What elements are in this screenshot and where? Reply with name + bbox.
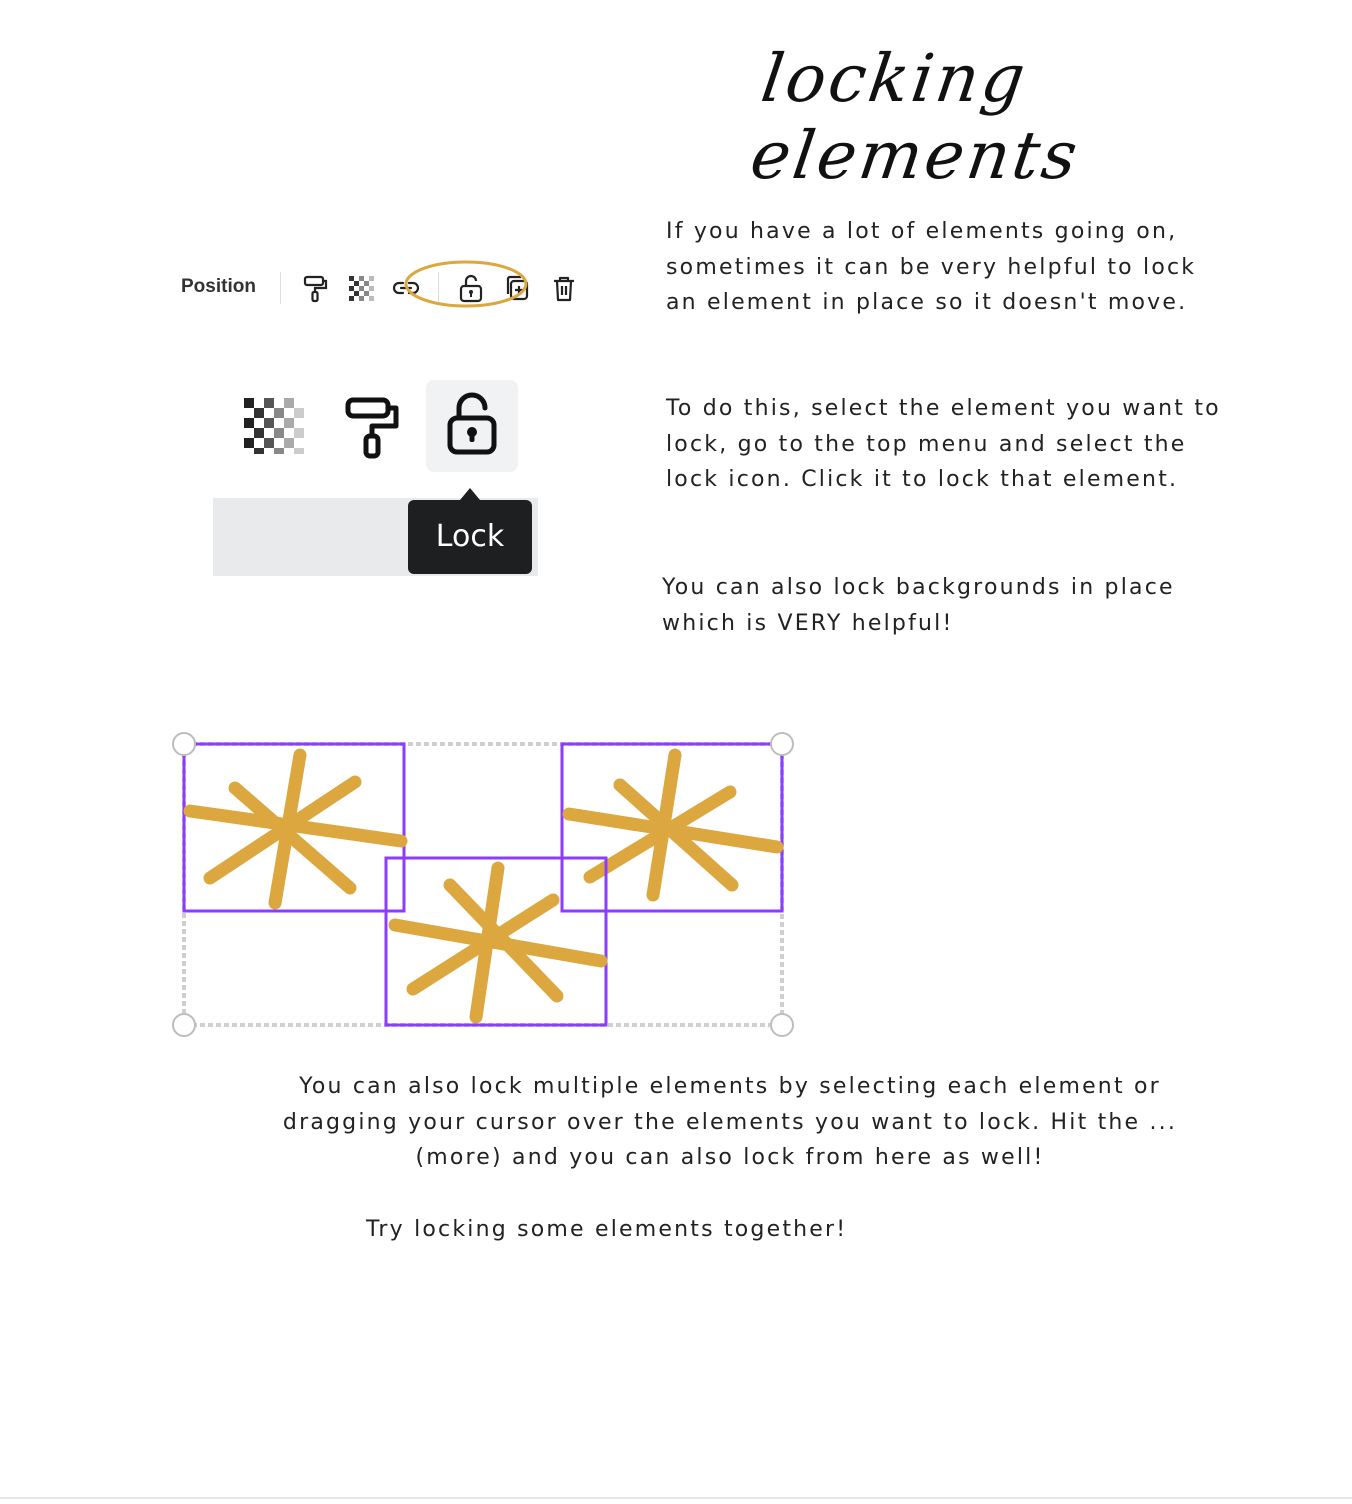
transparency-icon[interactable] — [345, 272, 377, 304]
editor-toolbar — [168, 262, 588, 314]
lock-tooltip: Lock — [408, 500, 532, 574]
instructions-paragraph: To do this, select the element you want to lock, go to the top menu and select the lock icon. Click it to lock that element. — [666, 396, 1221, 492]
multiple-elements-paragraph — [280, 1069, 1180, 1176]
star-element-2 — [562, 744, 782, 911]
lock-button[interactable] — [426, 380, 518, 472]
position-button[interactable]: Position — [181, 276, 256, 297]
paint-roller-icon — [326, 380, 418, 472]
highlight-circle — [401, 257, 531, 313]
trash-icon[interactable] — [548, 272, 580, 304]
intro-paragraph: If you have a lot of elements going on, sometimes it can be very helpful to lock an element in place so it doesn't move. — [666, 219, 1197, 315]
page-title: locking elements — [746, 40, 1085, 194]
paint-roller-icon[interactable] — [299, 272, 331, 304]
page-bottom-divider — [0, 1497, 1352, 1499]
star-element-3 — [386, 858, 606, 1025]
backgrounds-paragraph: You can also lock backgrounds in place which is VERY helpful! — [662, 575, 1175, 636]
paragraph-line: (more) and you can also lock from here as well! — [415, 1145, 1045, 1170]
star-element-1 — [184, 744, 404, 911]
transparency-icon — [230, 380, 322, 472]
enlarged-toolbar — [230, 380, 530, 476]
toolbar-divider — [280, 272, 281, 304]
paragraph-line: dragging your cursor over the elements you want to lock. Hit the ... — [282, 1109, 1178, 1135]
paragraph-line: You can also lock multiple elements by selecting each element or — [299, 1074, 1161, 1099]
try-it-paragraph: Try locking some elements together! — [366, 1217, 848, 1242]
multi-select-canvas[interactable] — [165, 725, 805, 1045]
unlock-icon — [426, 380, 518, 472]
